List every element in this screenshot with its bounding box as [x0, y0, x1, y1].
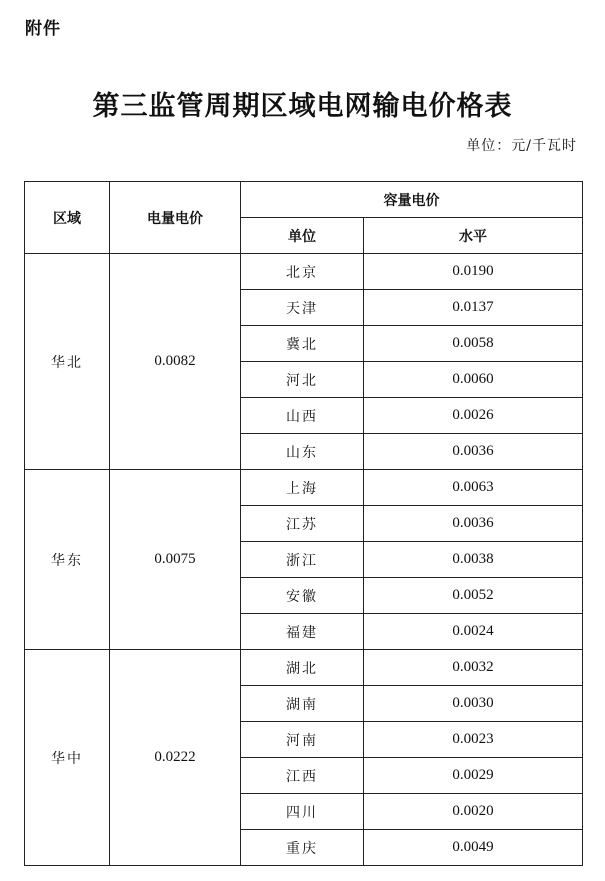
province-unit: 冀北: [241, 326, 364, 362]
province-unit: 浙江: [241, 542, 364, 578]
table-body: [25, 254, 583, 866]
province-unit: 江西: [241, 758, 364, 794]
capacity-price-level: 0.0036: [364, 434, 583, 470]
capacity-price-level: 0.0058: [364, 326, 583, 362]
capacity-price-level: 0.0023: [364, 722, 583, 758]
province-unit: 北京: [241, 254, 364, 290]
table-row: [25, 254, 583, 290]
table-row: [25, 650, 583, 686]
capacity-price-level: 0.0038: [364, 542, 583, 578]
province-unit: 四川: [241, 794, 364, 830]
province-unit: 山西: [241, 398, 364, 434]
province-unit: 天津: [241, 290, 364, 326]
province-unit: 湖北: [241, 650, 364, 686]
transmission-price-table: [24, 181, 583, 866]
header-energy-price: 电量电价: [110, 182, 241, 254]
capacity-price-level: 0.0063: [364, 470, 583, 506]
document-title: 第三监管周期区域电网输电价格表: [92, 91, 513, 122]
province-unit: 湖南: [241, 686, 364, 722]
province-unit: 安徽: [241, 578, 364, 614]
capacity-price-level: 0.0029: [364, 758, 583, 794]
province-unit: 福建: [241, 614, 364, 650]
header-capacity-price: 容量电价: [241, 182, 583, 218]
header-region: 区域: [25, 182, 110, 254]
capacity-price-level: 0.0020: [364, 794, 583, 830]
province-unit: 河南: [241, 722, 364, 758]
capacity-price-level: 0.0137: [364, 290, 583, 326]
unit-note: 单位：元/千瓦时: [466, 138, 577, 154]
capacity-price-level: 0.0030: [364, 686, 583, 722]
province-unit: 山东: [241, 434, 364, 470]
attachment-label: 附件: [25, 19, 61, 39]
capacity-price-level: 0.0026: [364, 398, 583, 434]
energy-price-value: 0.0075: [110, 470, 241, 650]
capacity-price-level: 0.0052: [364, 578, 583, 614]
capacity-price-level: 0.0036: [364, 506, 583, 542]
header-unit: 单位: [241, 218, 364, 254]
capacity-price-level: 0.0049: [364, 830, 583, 866]
capacity-price-level: 0.0024: [364, 614, 583, 650]
energy-price-value: 0.0222: [110, 650, 241, 866]
capacity-price-level: 0.0032: [364, 650, 583, 686]
region-name: 华中: [25, 650, 110, 866]
region-name: 华北: [25, 254, 110, 470]
province-unit: 河北: [241, 362, 364, 398]
province-unit: 江苏: [241, 506, 364, 542]
table-row: [25, 470, 583, 506]
capacity-price-level: 0.0190: [364, 254, 583, 290]
energy-price-value: 0.0082: [110, 254, 241, 470]
province-unit: 上海: [241, 470, 364, 506]
header-level: 水平: [364, 218, 583, 254]
capacity-price-level: 0.0060: [364, 362, 583, 398]
province-unit: 重庆: [241, 830, 364, 866]
region-name: 华东: [25, 470, 110, 650]
